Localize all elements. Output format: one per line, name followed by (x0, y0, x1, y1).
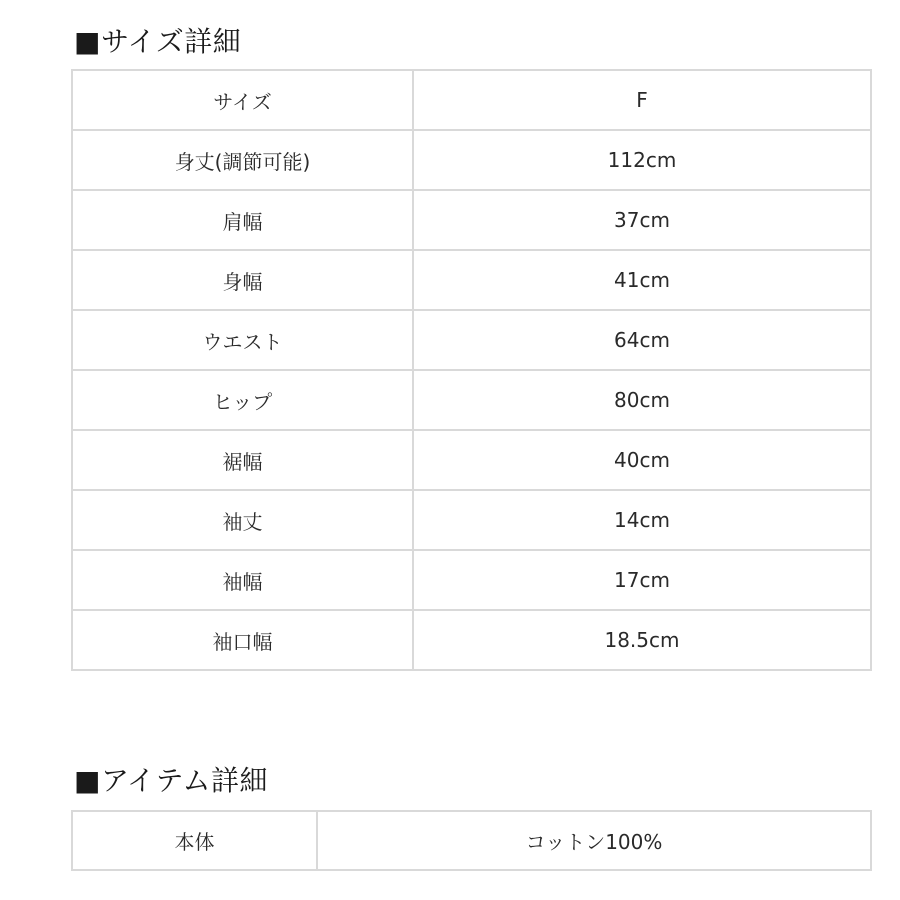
shoulder-width-label-cell: 肩幅 (72, 190, 413, 250)
hem-width-label-cell: 裾幅 (72, 430, 413, 490)
hip-label-cell: ヒップ (72, 370, 413, 430)
body-width-value-cell: 41cm (413, 250, 871, 310)
table-row (72, 190, 871, 250)
hem-width-value-cell: 40cm (413, 430, 871, 490)
table-row (72, 610, 871, 670)
size-label-cell: サイズ (72, 70, 413, 130)
table-row (72, 130, 871, 190)
shoulder-width-value-cell: 37cm (413, 190, 871, 250)
cuff-width-label-cell: 袖口幅 (72, 610, 413, 670)
item-details-heading: ■アイテム詳細 (74, 764, 269, 797)
size-details-heading: ■サイズ詳細 (74, 25, 242, 58)
table-row (72, 250, 871, 310)
sleeve-length-value-cell: 14cm (413, 490, 871, 550)
size-value-cell: F (413, 70, 871, 130)
table-row (72, 550, 871, 610)
item-details-table (71, 810, 872, 871)
length-value-cell: 112cm (413, 130, 871, 190)
size-details-table (71, 69, 872, 671)
material-value-cell: コットン100% (317, 811, 871, 870)
length-label-cell: 身丈(調節可能) (72, 130, 413, 190)
sleeve-width-value-cell: 17cm (413, 550, 871, 610)
sleeve-length-label-cell: 袖丈 (72, 490, 413, 550)
table-row (72, 490, 871, 550)
cuff-width-value-cell: 18.5cm (413, 610, 871, 670)
waist-label-cell: ウエスト (72, 310, 413, 370)
material-label-cell: 本体 (72, 811, 317, 870)
table-row (72, 310, 871, 370)
waist-value-cell: 64cm (413, 310, 871, 370)
sleeve-width-label-cell: 袖幅 (72, 550, 413, 610)
table-row (72, 811, 871, 870)
table-row (72, 370, 871, 430)
table-row (72, 70, 871, 130)
table-row (72, 430, 871, 490)
hip-value-cell: 80cm (413, 370, 871, 430)
body-width-label-cell: 身幅 (72, 250, 413, 310)
